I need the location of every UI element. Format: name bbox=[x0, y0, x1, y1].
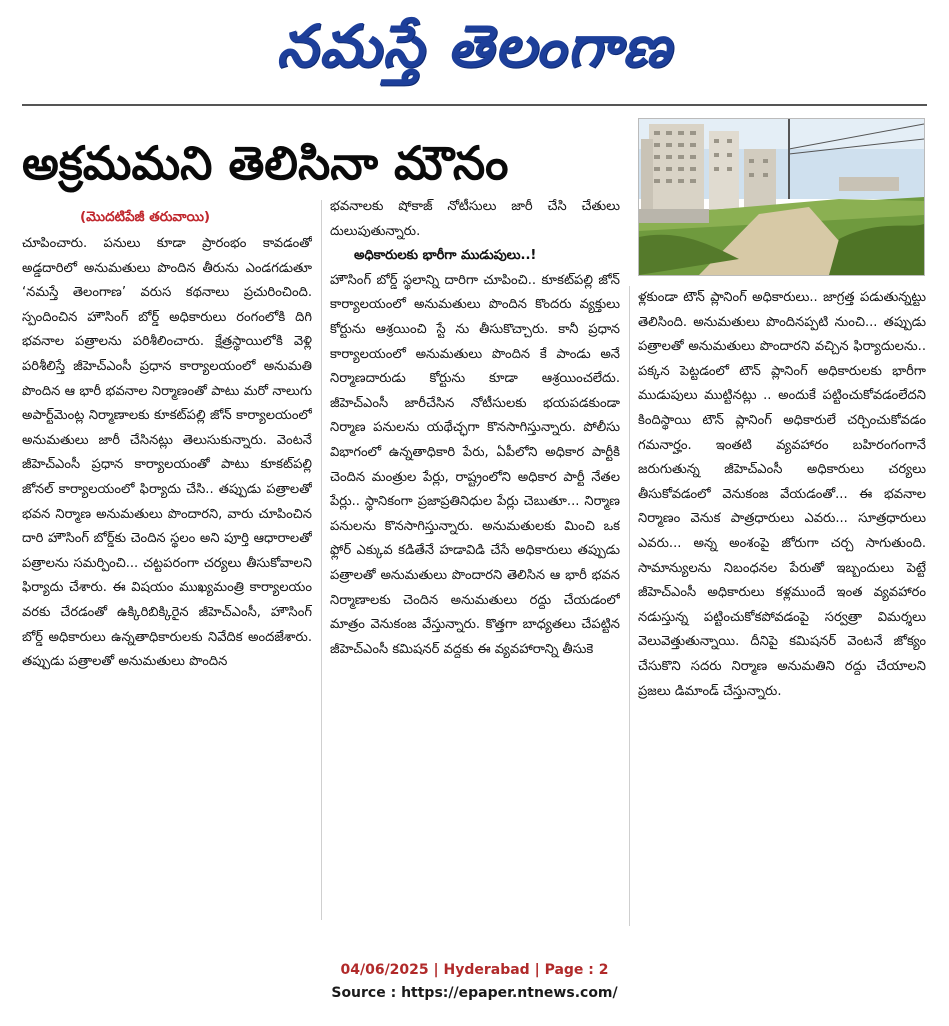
article-column-1 bbox=[22, 232, 312, 922]
article-photo bbox=[638, 118, 925, 276]
footer-date-edition: 04/06/2025 | Hyderabad | Page : 2 bbox=[340, 962, 609, 978]
column-3-text: ళ్లకుండా టౌన్ ప్లానింగ్ అధికారులు.. జాగ్రత్త పడుతున్నట్టు తెలిసింది. అనుమతులు పొందినప్పటి నుంచి... తప్పుడు పత్రాలతో అనుమతులు పొందారని వచ్చిన ఫిర్యాదులను.. పక్కన పెట్టడంలో టౌన్ ప్లానింగ్ అధికారులకు భారీగా ముడుపులు ముట్టినట్లు .. అందుకే పట్టించుకోవడంలేదని కిందిస్థాయి టౌన్ ప్లానింగ్ అధికారులే చర్చించుకోవడం గమనార్హం. ఇంతటి వ్యవహారం బహిరంగంగానే జరుగుతున్న జీహెచ్ఎంసీ అధికారులు చర్యలు తీసుకోవడంలో వెనుకంజ వేయడంతో... ఈ భవనాల నిర్మాణం వెనుక పాత్రధారులు ఎవరు... సూత్రధారులు ఎవరు... అన్న అంశంపై జోరుగా చర్చ సాగుతుంది. సామాన్యులను నిబంధనల పేరుతో ఇబ్బందులు పెట్టే జీహెచ్ఎంసీ అధికారులు కళ్లముందే ఇంత వ్యవహారం నడుస్తున్న పట్టించుకోకపోవడంపై సర్వత్రా విమర్శలు వెలువెత్తుతున్నాయి. దీనిపై కమిషనర్ వెంటనే జోక్యం చేసుకొని సదరు నిర్మాణ అనుమతిని రద్దు చేయాలని ప్రజలు డిమాండ్ చేస్తున్నారు. bbox=[638, 290, 926, 699]
column-2-subheading: అధికారులకు భారీగా ముడుపులు..! bbox=[354, 248, 537, 264]
footer-source: Source : https://epaper.ntnews.com/ bbox=[331, 985, 618, 1001]
column-1-text: చూపించారు. పనులు కూడా ప్రారంభం కావడంతో అడ్డదారిలో అనుమతులు పొందిన తీరును ఎండగడుతూ ‘నమస్తే తెలంగాణ’ వరుస కథనాలు ప్రచురించింది. స్పందించిన హౌసింగ్ బోర్డ్ అధికారులు రంగంలోకి దిగి భవనాల పత్రాలను పరిశీలించారు. క్షేత్రస్థాయిలోకి వెళ్లి పరిశీలిస్తే జీహెచ్ఎంసీ ప్రధాన కార్యాలయంలో అనుమతి పొందిన ఆ భారీ భవనాల నిర్మాణంతో పాటు మరో నాలుగు అపార్ట్‌మెంట్ల నిర్మాణాలకు కూకట్‌పల్లి జోన్ కార్యాలయంలో అనుమతులు జారీ చేసినట్లు తెలుసుకున్నారు. వెంటనే జీహెచ్ఎంసీ ప్రధాన కార్యాలయంతో పాటు కూకట్‌పల్లి జోనల్ కార్యాలయంలో ఫిర్యాదు చేసి.. తప్పుడు పత్రాలతో భవన నిర్మాణ అనుమతులు పొందారని, వారు చూపించిన దారి హౌసింగ్ బోర్డ్‌కు చెందిన స్థలం అని పూర్తి ఆధారాలతో పత్రాలను సమర్పించి... చట్టపరంగా చర్యలు తీసుకోవాలని ఫిర్యాదు చేశారు. ఈ విషయం ముఖ్యమంత్రి కార్యాలయం వరకు చేరడంతో ఉక్కిరిబిక్కిరైన జీహెచ్ఎంసీ, హౌసింగ్ బోర్డ్ అధికారులు ఉన్నతాధికారులకు నివేదిక అందజేశారు. తప్పుడు పత్రాలతో అనుమతులు పొందిన bbox=[22, 236, 312, 670]
masthead-rule bbox=[22, 104, 927, 106]
column-2-intro: భవనాలకు షోకాజ్ నోటీసులు జారీ చేసి చేతులు దులుపుతున్నారు. bbox=[330, 199, 620, 239]
column-divider bbox=[629, 286, 630, 926]
column-divider bbox=[321, 200, 322, 920]
article-headline: అక్రమమని తెలిసినా మౌనం bbox=[22, 136, 509, 190]
column-2-body: హౌసింగ్ బోర్డ్ స్థలాన్ని దారిగా చూపించి.. కూకట్‌పల్లి జోన్ కార్యాలయంలో అనుమతులు పొందిన కొందరు వ్యక్తులు కోర్టును ఆశ్రయించి స్టే ను తీసుకొచ్చారు. కానీ ప్రధాన కార్యాలయంలో అనుమతులు పొందిన కే పాండు అనే నిర్మాణదారుడు కోర్టును కూడా ఆశ్రయించలేదు. జీహెచ్ఎంసీ జారీచేసిన నోటీసులకు భయపడకుండా నిర్మాణ పనులను యథేచ్ఛగా కొనసాగిస్తున్నారు. పోలీసు విభాగంలో ఉన్నతాధికారి పేరు, ఏపీలోని అధికార పార్టీకి చెందిన మంత్రుల పేర్లు, రాష్ట్రంలోని అధికార పార్టీ నేతల పేర్లు.. స్థానికంగా ప్రజాప్రతినిధుల పేర్లు చెబుతూ... నిర్మాణ పనులను కొనసాగిస్తున్నారు. అనుమతులకు మించి ఒక ఫ్లోర్ ఎక్కువ కడితేనే హడావిడి చేసే అధికారులు తప్పుడు పత్రాలతో అనుమతులు పొందారని తెలిసిన ఆ భారీ భవన నిర్మాణాలకు చెందిన అనుమతులు రద్దు చేయడంలో మాత్రం వెనుకంజ వేస్తున్నారు. కొత్తగా బాధ్యతలు చేపట్టిన జీహెచ్ఎంసీ కమిషనర్ వద్దకు ఈ వ్యవహారాన్ని తీసుకె bbox=[330, 272, 620, 657]
article-column-2 bbox=[330, 195, 620, 925]
continuation-kicker: (మొదటిపేజీ తరువాయి) bbox=[80, 209, 211, 225]
masthead-title: నమస్తే తెలంగాణ bbox=[276, 12, 673, 80]
article-column-3 bbox=[638, 286, 926, 926]
